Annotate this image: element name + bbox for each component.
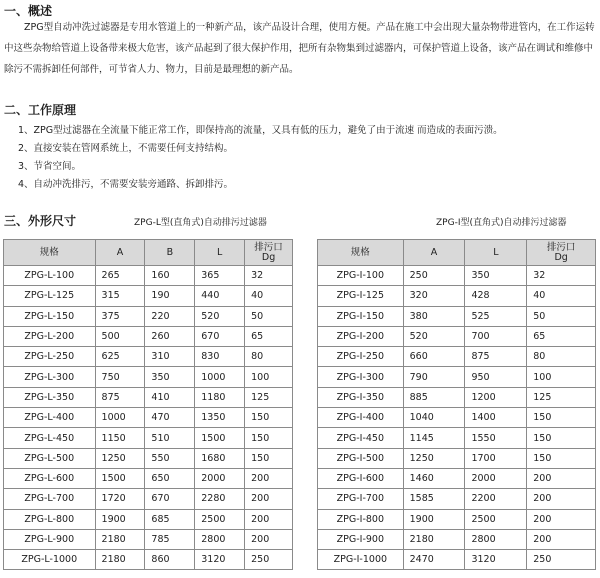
principle-item: 4、自动冲洗排污，不需要安装旁通路、拆卸排污。	[18, 179, 234, 190]
value-cell: 125	[245, 387, 293, 407]
principle-item: 1、ZPG型过滤器在全流量下能正常工作，即保持高的流量，又具有低的压力，避免了由于流速 而造成的表面污溃。	[18, 125, 503, 136]
spec-cell: ZPG-I-125	[318, 286, 404, 306]
value-cell: 790	[403, 367, 465, 387]
table-row	[4, 550, 293, 570]
value-cell: 625	[95, 347, 145, 367]
spec-cell: ZPG-L-450	[4, 428, 96, 448]
value-cell: 150	[527, 428, 596, 448]
table-row	[4, 266, 293, 286]
table-row	[4, 387, 293, 407]
value-cell: 350	[145, 367, 195, 387]
table-row	[4, 489, 293, 509]
value-cell: 2470	[403, 550, 465, 570]
header-b: B	[145, 240, 195, 266]
value-cell: 1150	[95, 428, 145, 448]
value-cell: 500	[95, 326, 145, 346]
principle-item: 3、节省空间。	[18, 161, 82, 172]
value-cell: 80	[527, 347, 596, 367]
value-cell: 2200	[465, 489, 527, 509]
value-cell: 1585	[403, 489, 465, 509]
value-cell: 1460	[403, 468, 465, 488]
value-cell: 380	[403, 306, 465, 326]
value-cell: 470	[145, 408, 195, 428]
spec-cell: ZPG-L-900	[4, 529, 96, 549]
spec-cell: ZPG-I-600	[318, 468, 404, 488]
table-row	[318, 326, 596, 346]
value-cell: 1350	[195, 408, 245, 428]
spec-cell: ZPG-I-400	[318, 408, 404, 428]
table-row	[4, 367, 293, 387]
section-2-title: 二、工作原理	[4, 103, 77, 117]
value-cell: 1040	[403, 408, 465, 428]
spec-cell: ZPG-I-100	[318, 266, 404, 286]
header-drain: 排污口 Dg	[527, 240, 596, 266]
value-cell: 50	[527, 306, 596, 326]
value-cell: 750	[95, 367, 145, 387]
table-row	[318, 428, 596, 448]
spec-cell: ZPG-L-100	[4, 266, 96, 286]
value-cell: 2800	[465, 529, 527, 549]
value-cell: 1250	[95, 448, 145, 468]
header-spec: 规格	[318, 240, 404, 266]
table-row	[318, 367, 596, 387]
value-cell: 220	[145, 306, 195, 326]
value-cell: 2180	[95, 550, 145, 570]
value-cell: 32	[527, 266, 596, 286]
table-row	[318, 550, 596, 570]
table-zpg-i	[317, 239, 596, 570]
value-cell: 2500	[465, 509, 527, 529]
spec-cell: ZPG-I-700	[318, 489, 404, 509]
table-row	[4, 509, 293, 529]
value-cell: 550	[145, 448, 195, 468]
spec-cell: ZPG-I-200	[318, 326, 404, 346]
value-cell: 2180	[95, 529, 145, 549]
value-cell: 1250	[403, 448, 465, 468]
value-cell: 40	[527, 286, 596, 306]
header-a: A	[95, 240, 145, 266]
value-cell: 250	[403, 266, 465, 286]
spec-cell: ZPG-L-1000	[4, 550, 96, 570]
value-cell: 375	[95, 306, 145, 326]
table-row	[318, 347, 596, 367]
value-cell: 660	[403, 347, 465, 367]
value-cell: 150	[245, 408, 293, 428]
value-cell: 885	[403, 387, 465, 407]
value-cell: 525	[465, 306, 527, 326]
value-cell: 2500	[195, 509, 245, 529]
value-cell: 150	[527, 408, 596, 428]
value-cell: 1680	[195, 448, 245, 468]
value-cell: 860	[145, 550, 195, 570]
table-row	[318, 509, 596, 529]
principle-list	[18, 122, 503, 194]
header-drain: 排污口 Dg	[245, 240, 293, 266]
table-row	[318, 306, 596, 326]
value-cell: 265	[95, 266, 145, 286]
value-cell: 32	[245, 266, 293, 286]
header-a: A	[403, 240, 465, 266]
table-row	[318, 468, 596, 488]
spec-cell: ZPG-L-200	[4, 326, 96, 346]
value-cell: 1145	[403, 428, 465, 448]
value-cell: 670	[145, 489, 195, 509]
value-cell: 830	[195, 347, 245, 367]
overview-text: ZPG型自动冲洗过滤器是专用水管道上的一种新产品，该产品设计合理，使用方便。产品在施工中会出现大量杂物带进管内，在工作运转中这些杂物给管道上设备带来极大危害，该产品起到了很大保护作用，把所有杂物集到过滤器内，可保护管道上设备，该产品在调试和维修中除污不需拆卸任何部件，可节省人力、物力，目前是最理想的新产品。	[4, 22, 595, 75]
value-cell: 2800	[195, 529, 245, 549]
spec-cell: ZPG-L-125	[4, 286, 96, 306]
value-cell: 150	[245, 428, 293, 448]
spec-cell: ZPG-I-450	[318, 428, 404, 448]
table-header-row	[318, 240, 596, 266]
section-1-title: 一、概述	[4, 4, 53, 18]
value-cell: 190	[145, 286, 195, 306]
value-cell: 3120	[465, 550, 527, 570]
value-cell: 1900	[95, 509, 145, 529]
header-spec: 规格	[4, 240, 96, 266]
value-cell: 150	[245, 448, 293, 468]
value-cell: 440	[195, 286, 245, 306]
value-cell: 260	[145, 326, 195, 346]
value-cell: 100	[527, 367, 596, 387]
value-cell: 785	[145, 529, 195, 549]
value-cell: 200	[245, 468, 293, 488]
value-cell: 1500	[95, 468, 145, 488]
value-cell: 1550	[465, 428, 527, 448]
overview-paragraph	[4, 17, 596, 80]
spec-cell: ZPG-I-900	[318, 529, 404, 549]
value-cell: 1900	[403, 509, 465, 529]
value-cell: 875	[465, 347, 527, 367]
value-cell: 1500	[195, 428, 245, 448]
spec-cell: ZPG-L-800	[4, 509, 96, 529]
principle-item: 2、直接安装在管网系统上，不需要任何支持结构。	[18, 143, 234, 154]
spec-cell: ZPG-I-350	[318, 387, 404, 407]
value-cell: 520	[195, 306, 245, 326]
spec-cell: ZPG-I-250	[318, 347, 404, 367]
value-cell: 150	[527, 448, 596, 468]
table-row	[4, 306, 293, 326]
table-row	[318, 529, 596, 549]
table-zpg-l	[3, 239, 293, 570]
value-cell: 670	[195, 326, 245, 346]
table-l-caption: ZPG-L型(直角式)自动排污过滤器	[134, 218, 267, 228]
table-row	[318, 408, 596, 428]
value-cell: 320	[403, 286, 465, 306]
value-cell: 160	[145, 266, 195, 286]
value-cell: 65	[245, 326, 293, 346]
spec-cell: ZPG-L-700	[4, 489, 96, 509]
value-cell: 365	[195, 266, 245, 286]
table-row	[318, 387, 596, 407]
value-cell: 200	[527, 468, 596, 488]
table-row	[318, 286, 596, 306]
value-cell: 250	[527, 550, 596, 570]
section-3-title: 三、外形尺寸	[4, 214, 77, 228]
value-cell: 65	[527, 326, 596, 346]
spec-cell: ZPG-I-150	[318, 306, 404, 326]
value-cell: 50	[245, 306, 293, 326]
value-cell: 250	[245, 550, 293, 570]
table-i-caption: ZPG-I型(直角式)自动排污过滤器	[436, 218, 567, 228]
value-cell: 520	[403, 326, 465, 346]
spec-cell: ZPG-L-250	[4, 347, 96, 367]
value-cell: 410	[145, 387, 195, 407]
header-l: L	[195, 240, 245, 266]
spec-cell: ZPG-L-150	[4, 306, 96, 326]
table-row	[4, 286, 293, 306]
value-cell: 2000	[465, 468, 527, 488]
value-cell: 650	[145, 468, 195, 488]
value-cell: 2000	[195, 468, 245, 488]
value-cell: 315	[95, 286, 145, 306]
table-row	[318, 266, 596, 286]
spec-cell: ZPG-L-600	[4, 468, 96, 488]
value-cell: 310	[145, 347, 195, 367]
spec-cell: ZPG-L-350	[4, 387, 96, 407]
value-cell: 2280	[195, 489, 245, 509]
value-cell: 100	[245, 367, 293, 387]
value-cell: 1720	[95, 489, 145, 509]
value-cell: 200	[527, 489, 596, 509]
table-row	[4, 347, 293, 367]
table-row	[318, 448, 596, 468]
header-l: L	[465, 240, 527, 266]
value-cell: 700	[465, 326, 527, 346]
table-row	[4, 326, 293, 346]
value-cell: 200	[527, 529, 596, 549]
value-cell: 125	[527, 387, 596, 407]
value-cell: 200	[245, 529, 293, 549]
value-cell: 200	[245, 489, 293, 509]
value-cell: 200	[527, 509, 596, 529]
table-row	[4, 428, 293, 448]
spec-cell: ZPG-I-500	[318, 448, 404, 468]
spec-cell: ZPG-I-300	[318, 367, 404, 387]
spec-cell: ZPG-L-500	[4, 448, 96, 468]
spec-cell: ZPG-L-400	[4, 408, 96, 428]
value-cell: 950	[465, 367, 527, 387]
spec-cell: ZPG-L-300	[4, 367, 96, 387]
value-cell: 1400	[465, 408, 527, 428]
table-row	[318, 489, 596, 509]
value-cell: 428	[465, 286, 527, 306]
value-cell: 1200	[465, 387, 527, 407]
value-cell: 80	[245, 347, 293, 367]
value-cell: 875	[95, 387, 145, 407]
table-row	[4, 448, 293, 468]
table-row	[4, 529, 293, 549]
table-row	[4, 408, 293, 428]
value-cell: 200	[245, 509, 293, 529]
table-row	[4, 468, 293, 488]
spec-cell: ZPG-I-800	[318, 509, 404, 529]
value-cell: 685	[145, 509, 195, 529]
value-cell: 1180	[195, 387, 245, 407]
table-header-row	[4, 240, 293, 266]
value-cell: 1000	[95, 408, 145, 428]
value-cell: 3120	[195, 550, 245, 570]
value-cell: 1000	[195, 367, 245, 387]
value-cell: 510	[145, 428, 195, 448]
value-cell: 350	[465, 266, 527, 286]
value-cell: 1700	[465, 448, 527, 468]
spec-cell: ZPG-I-1000	[318, 550, 404, 570]
value-cell: 40	[245, 286, 293, 306]
value-cell: 2180	[403, 529, 465, 549]
